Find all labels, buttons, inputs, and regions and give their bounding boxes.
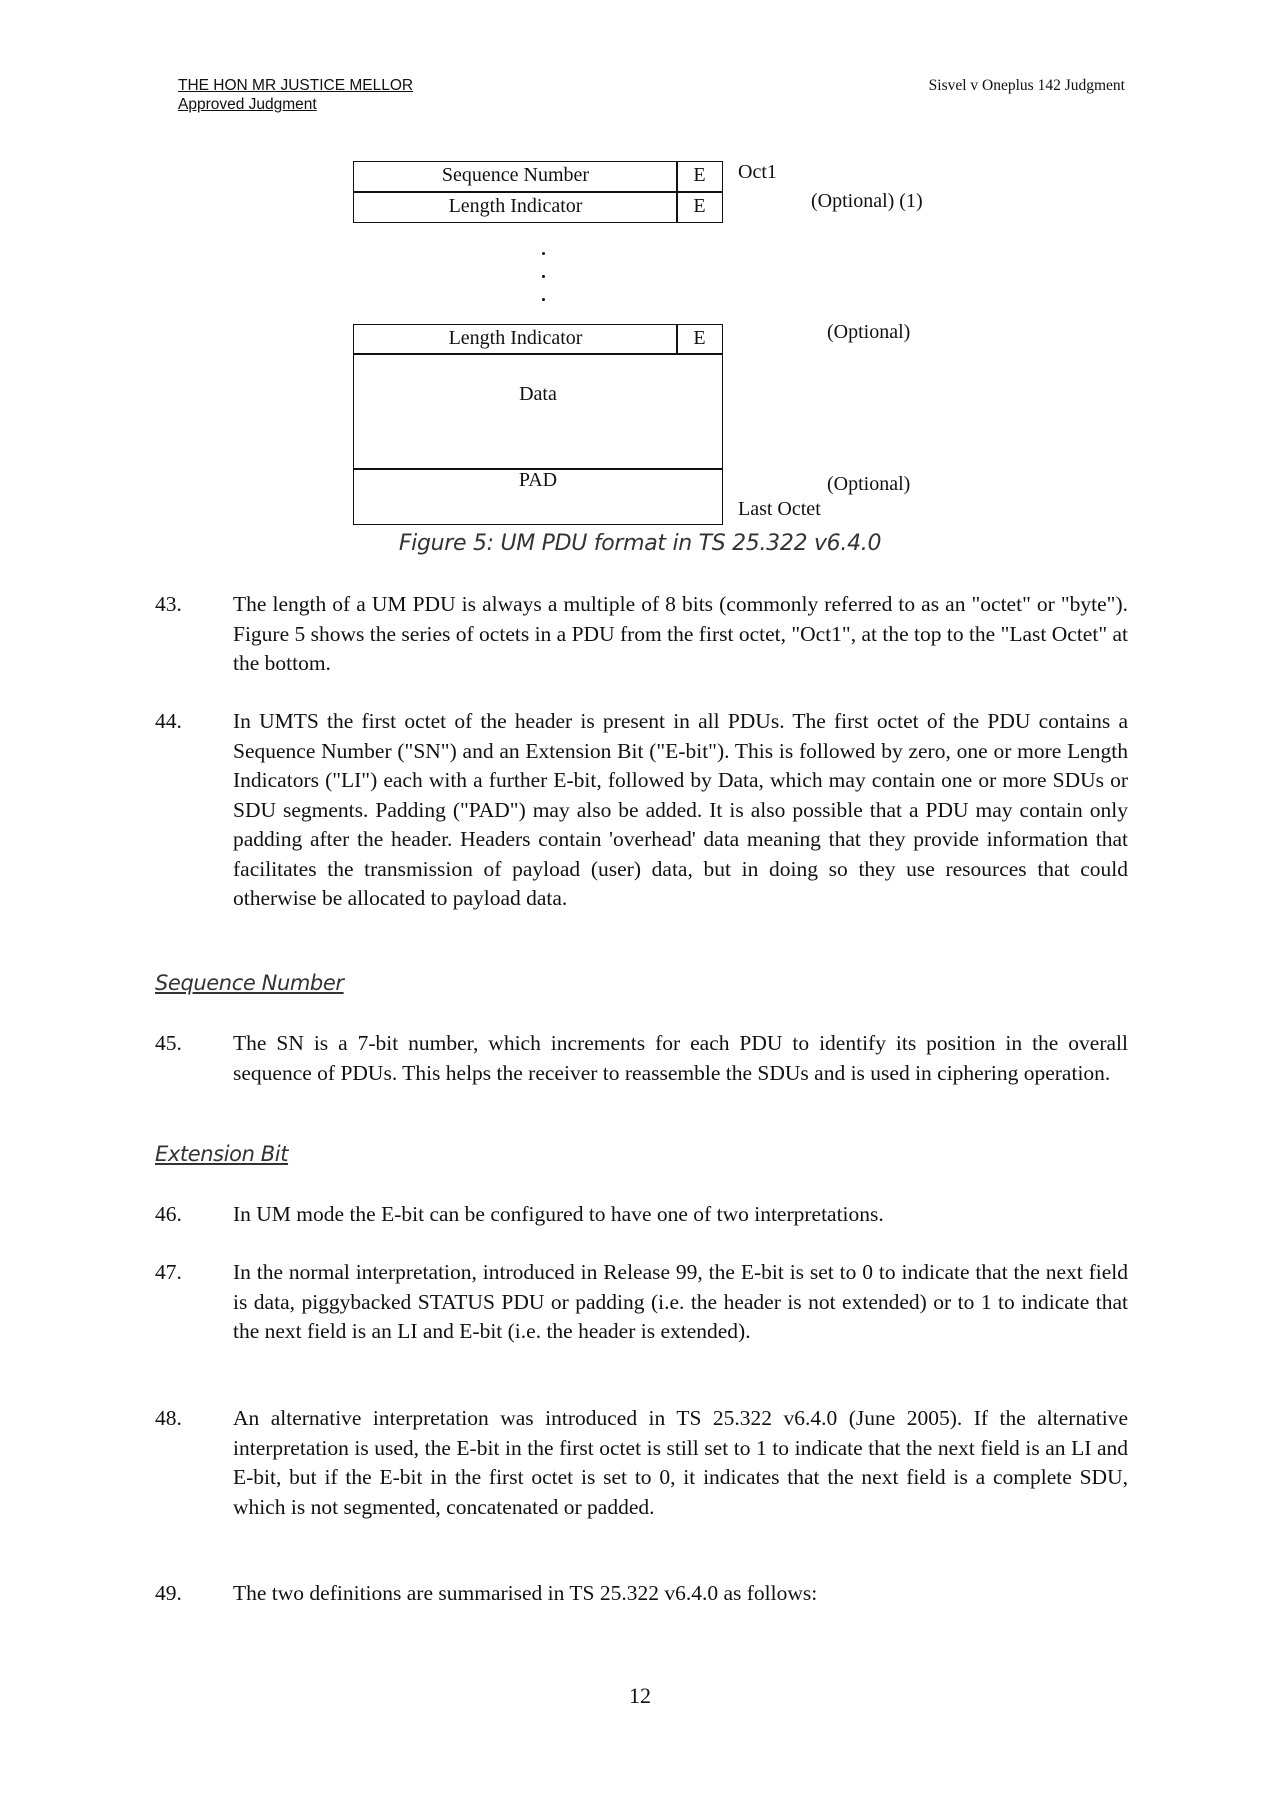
sequence-number-label: Sequence Number <box>441 164 590 186</box>
pdu-format-diagram <box>0 0 1280 560</box>
length-indicator-label-1: Length Indicator <box>448 195 583 217</box>
data-pad-block <box>353 353 723 525</box>
paragraph-number: 49. <box>155 1581 182 1605</box>
paragraph-text: In UM mode the E-bit can be configured to have one of two interpretations. <box>233 1202 884 1226</box>
pad-label: PAD <box>518 469 558 491</box>
paragraph-text: The two definitions are summarised in TS 25.322 v6.4.0 as follows: <box>233 1581 818 1605</box>
paragraph-44 <box>155 707 1128 914</box>
paragraph-number: 47. <box>155 1260 182 1284</box>
row1-e-label: E <box>693 164 706 186</box>
paragraph-text: In UMTS the first octet of the header is present in all PDUs. The first octet of the PDU contains a Sequence Number ("SN") and an Extension Bit ("E-bit"). This is followed by zero, one or more Length Indicators ("LI") each with a further E-bit, followed by Data, which may contain one or more SDUs or SDU segments. Padding ("PAD") may also be added. It is also possible that a PDU may contain only padding after the header. Headers contain 'overhead' data meaning that they provide information that facilitates the transmission of payload (user) data, but in doing so they use resources that could otherwise be allocated to payload data. <box>233 709 1128 910</box>
paragraph-number: 43. <box>155 592 182 616</box>
paragraph-number: 48. <box>155 1406 182 1430</box>
last-octet-label: Last Octet <box>738 498 821 520</box>
ellipsis-dot <box>542 252 545 255</box>
paragraph-43 <box>155 590 1128 679</box>
paragraph-46 <box>155 1200 1128 1230</box>
paragraph-text: In the normal interpretation, introduced in Release 99, the E-bit is set to 0 to indicate that the next field is data, piggybacked STATUS PDU or padding (i.e. the header is not extended) or to 1 to indicate that the next field is an LI and E-bit (i.e. the header is extended). <box>233 1260 1128 1343</box>
paragraph-number: 46. <box>155 1202 182 1226</box>
optional-2-label: (Optional) <box>827 321 911 343</box>
figure-caption: Figure 5: UM PDU format in TS 25.322 v6.4.0 <box>398 531 882 556</box>
oct1-label: Oct1 <box>738 161 777 183</box>
ellipsis-dot <box>542 298 545 301</box>
optional-pad-label: (Optional) <box>827 473 911 495</box>
paragraph-text: The length of a UM PDU is always a multiple of 8 bits (commonly referred to as an "octet" or "byte"). Figure 5 shows the series of octets in a PDU from the first octet, "Oct1", at the top to the "Last Octet" at the bottom. <box>233 592 1128 675</box>
paragraph-48 <box>155 1404 1128 1522</box>
row2-e-label: E <box>693 195 706 217</box>
paragraph-number: 45. <box>155 1031 182 1055</box>
paragraph-text: The SN is a 7-bit number, which increments for each PDU to identify its position in the overall sequence of PDUs. This helps the receiver to reassemble the SDUs and is used in ciphering operation. <box>233 1031 1128 1085</box>
ellipsis-dot <box>542 275 545 278</box>
subheading-extension-bit: Extension Bit <box>155 1142 289 1166</box>
data-label: Data <box>519 383 557 405</box>
optional-1-label: (Optional) (1) <box>811 190 923 212</box>
row3-e-label: E <box>693 327 706 349</box>
judge-name: THE HON MR JUSTICE MELLOR <box>178 77 414 94</box>
paragraph-47 <box>155 1258 1128 1347</box>
paragraph-text: An alternative interpretation was introduced in TS 25.322 v6.4.0 (June 2005). If the alternative interpretation is used, the E-bit in the first octet is still set to 1 to indicate that the next field is an LI and E-bit, but if the E-bit in the first octet is set to 0, it indicates that the next field is a complete SDU, which is not segmented, concatenated or padded. <box>233 1406 1128 1519</box>
paragraph-45 <box>155 1029 1128 1088</box>
paragraph-49 <box>155 1579 1128 1609</box>
page-number: 12 <box>629 1683 651 1708</box>
length-indicator-label-2: Length Indicator <box>448 327 583 349</box>
judgment-status: Approved Judgment <box>178 96 317 113</box>
case-title: Sisvel v Oneplus 142 Judgment <box>928 77 1125 94</box>
subheading-sequence-number: Sequence Number <box>155 971 344 995</box>
paragraph-number: 44. <box>155 709 182 733</box>
